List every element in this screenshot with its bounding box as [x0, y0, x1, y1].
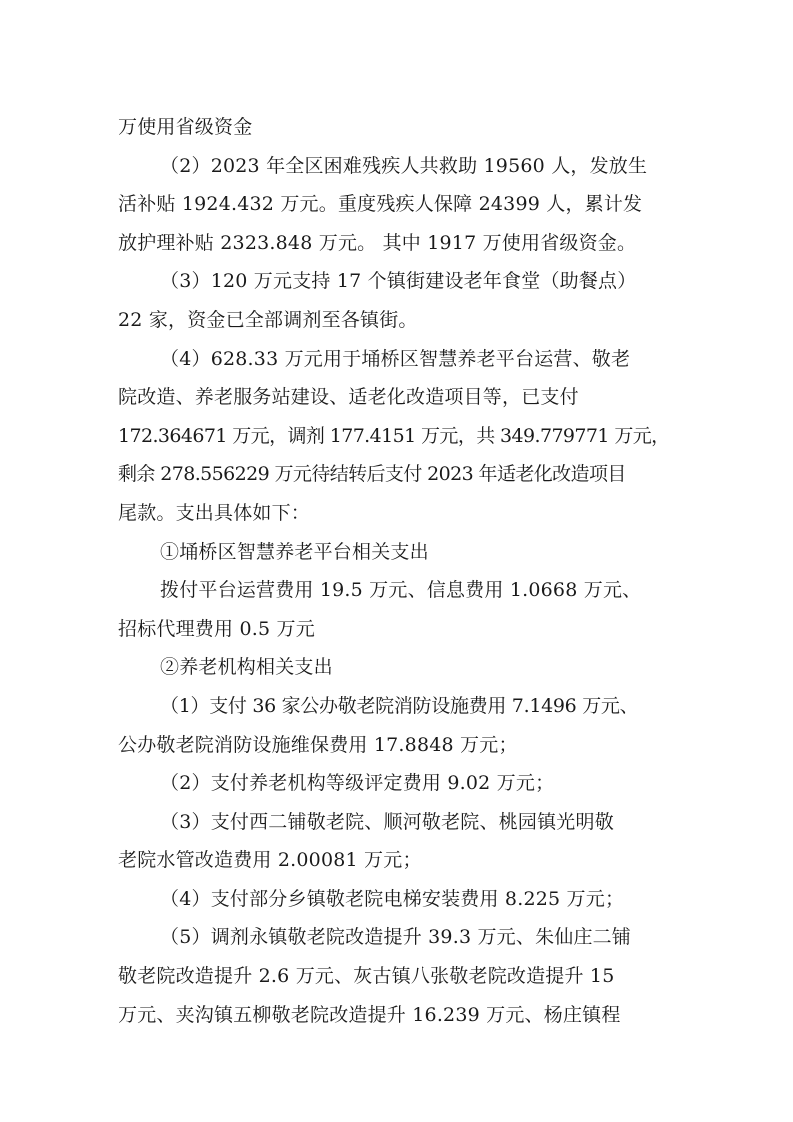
- text-line-3: 活补贴 1924.432 万元。重度残疾人保障 24399 人，累计发: [118, 193, 643, 216]
- text-line-18: （2）支付养老机构等级评定费用 9.02 万元；: [160, 772, 555, 795]
- text-line-1: 万使用省级资金: [118, 116, 253, 138]
- text-line-16: （1）支付 36 家公办敬老院消防设施费用 7.1496 万元、: [160, 694, 639, 717]
- text-line-17: 公办敬老院消防设施维保费用 17.8848 万元；: [118, 733, 518, 756]
- text-line-13: 拨付平台运营费用 19.5 万元、信息费用 1.0668 万元、: [160, 579, 642, 602]
- section-heading-1: ①埇桥区智慧养老平台相关支出: [160, 540, 429, 563]
- text-line-24: 万元、夹沟镇五柳敬老院改造提升 16.239 万元、杨庄镇程: [118, 1003, 621, 1026]
- section-heading-2: ②养老机构相关支出: [160, 656, 333, 679]
- text-line-20: 老院水管改造费用 2.00081 万元；: [118, 849, 422, 872]
- text-line-14: 招标代理费用 0.5 万元: [118, 617, 315, 640]
- text-line-21: （4）支付部分乡镇敬老院电梯安装费用 8.225 万元；: [160, 887, 625, 910]
- text-line-19: （3）支付西二铺敬老院、顺河敬老院、桃园镇光明敬: [160, 810, 614, 833]
- document-body: [118, 108, 678, 1034]
- text-line-9: 172.364671 万元，调剂 177.4151 万元，共 349.779771 万元，: [118, 424, 670, 447]
- text-line-11: 尾款。支出具体如下：: [118, 501, 311, 524]
- text-line-4: 放护理补贴 2323.848 万元。 其中 1917 万使用省级资金。: [118, 231, 637, 254]
- text-line-22: （5）调剂永镇敬老院改造提升 39.3 万元、朱仙庄二铺: [160, 926, 632, 949]
- text-line-8: 院改造、养老服务站建设、适老化改造项目等，已支付: [118, 386, 579, 409]
- text-line-5: （3）120 万元支持 17 个镇街建设老年食堂（助餐点）: [160, 270, 637, 293]
- text-line-10: 剩余 278.556229 万元待结转后支付 2023 年适老化改造项目: [118, 463, 626, 486]
- text-line-7: （4）628.33 万元用于埇桥区智慧养老平台运营、敬老: [160, 347, 631, 370]
- text-line-2: （2）2023 年全区困难残疾人共救助 19560 人，发放生: [160, 154, 648, 177]
- text-line-23: 敬老院改造提升 2.6 万元、灰古镇八张敬老院改造提升 15: [118, 965, 615, 988]
- text-line-6: 22 家，资金已全部调剂至各镇街。: [118, 308, 418, 331]
